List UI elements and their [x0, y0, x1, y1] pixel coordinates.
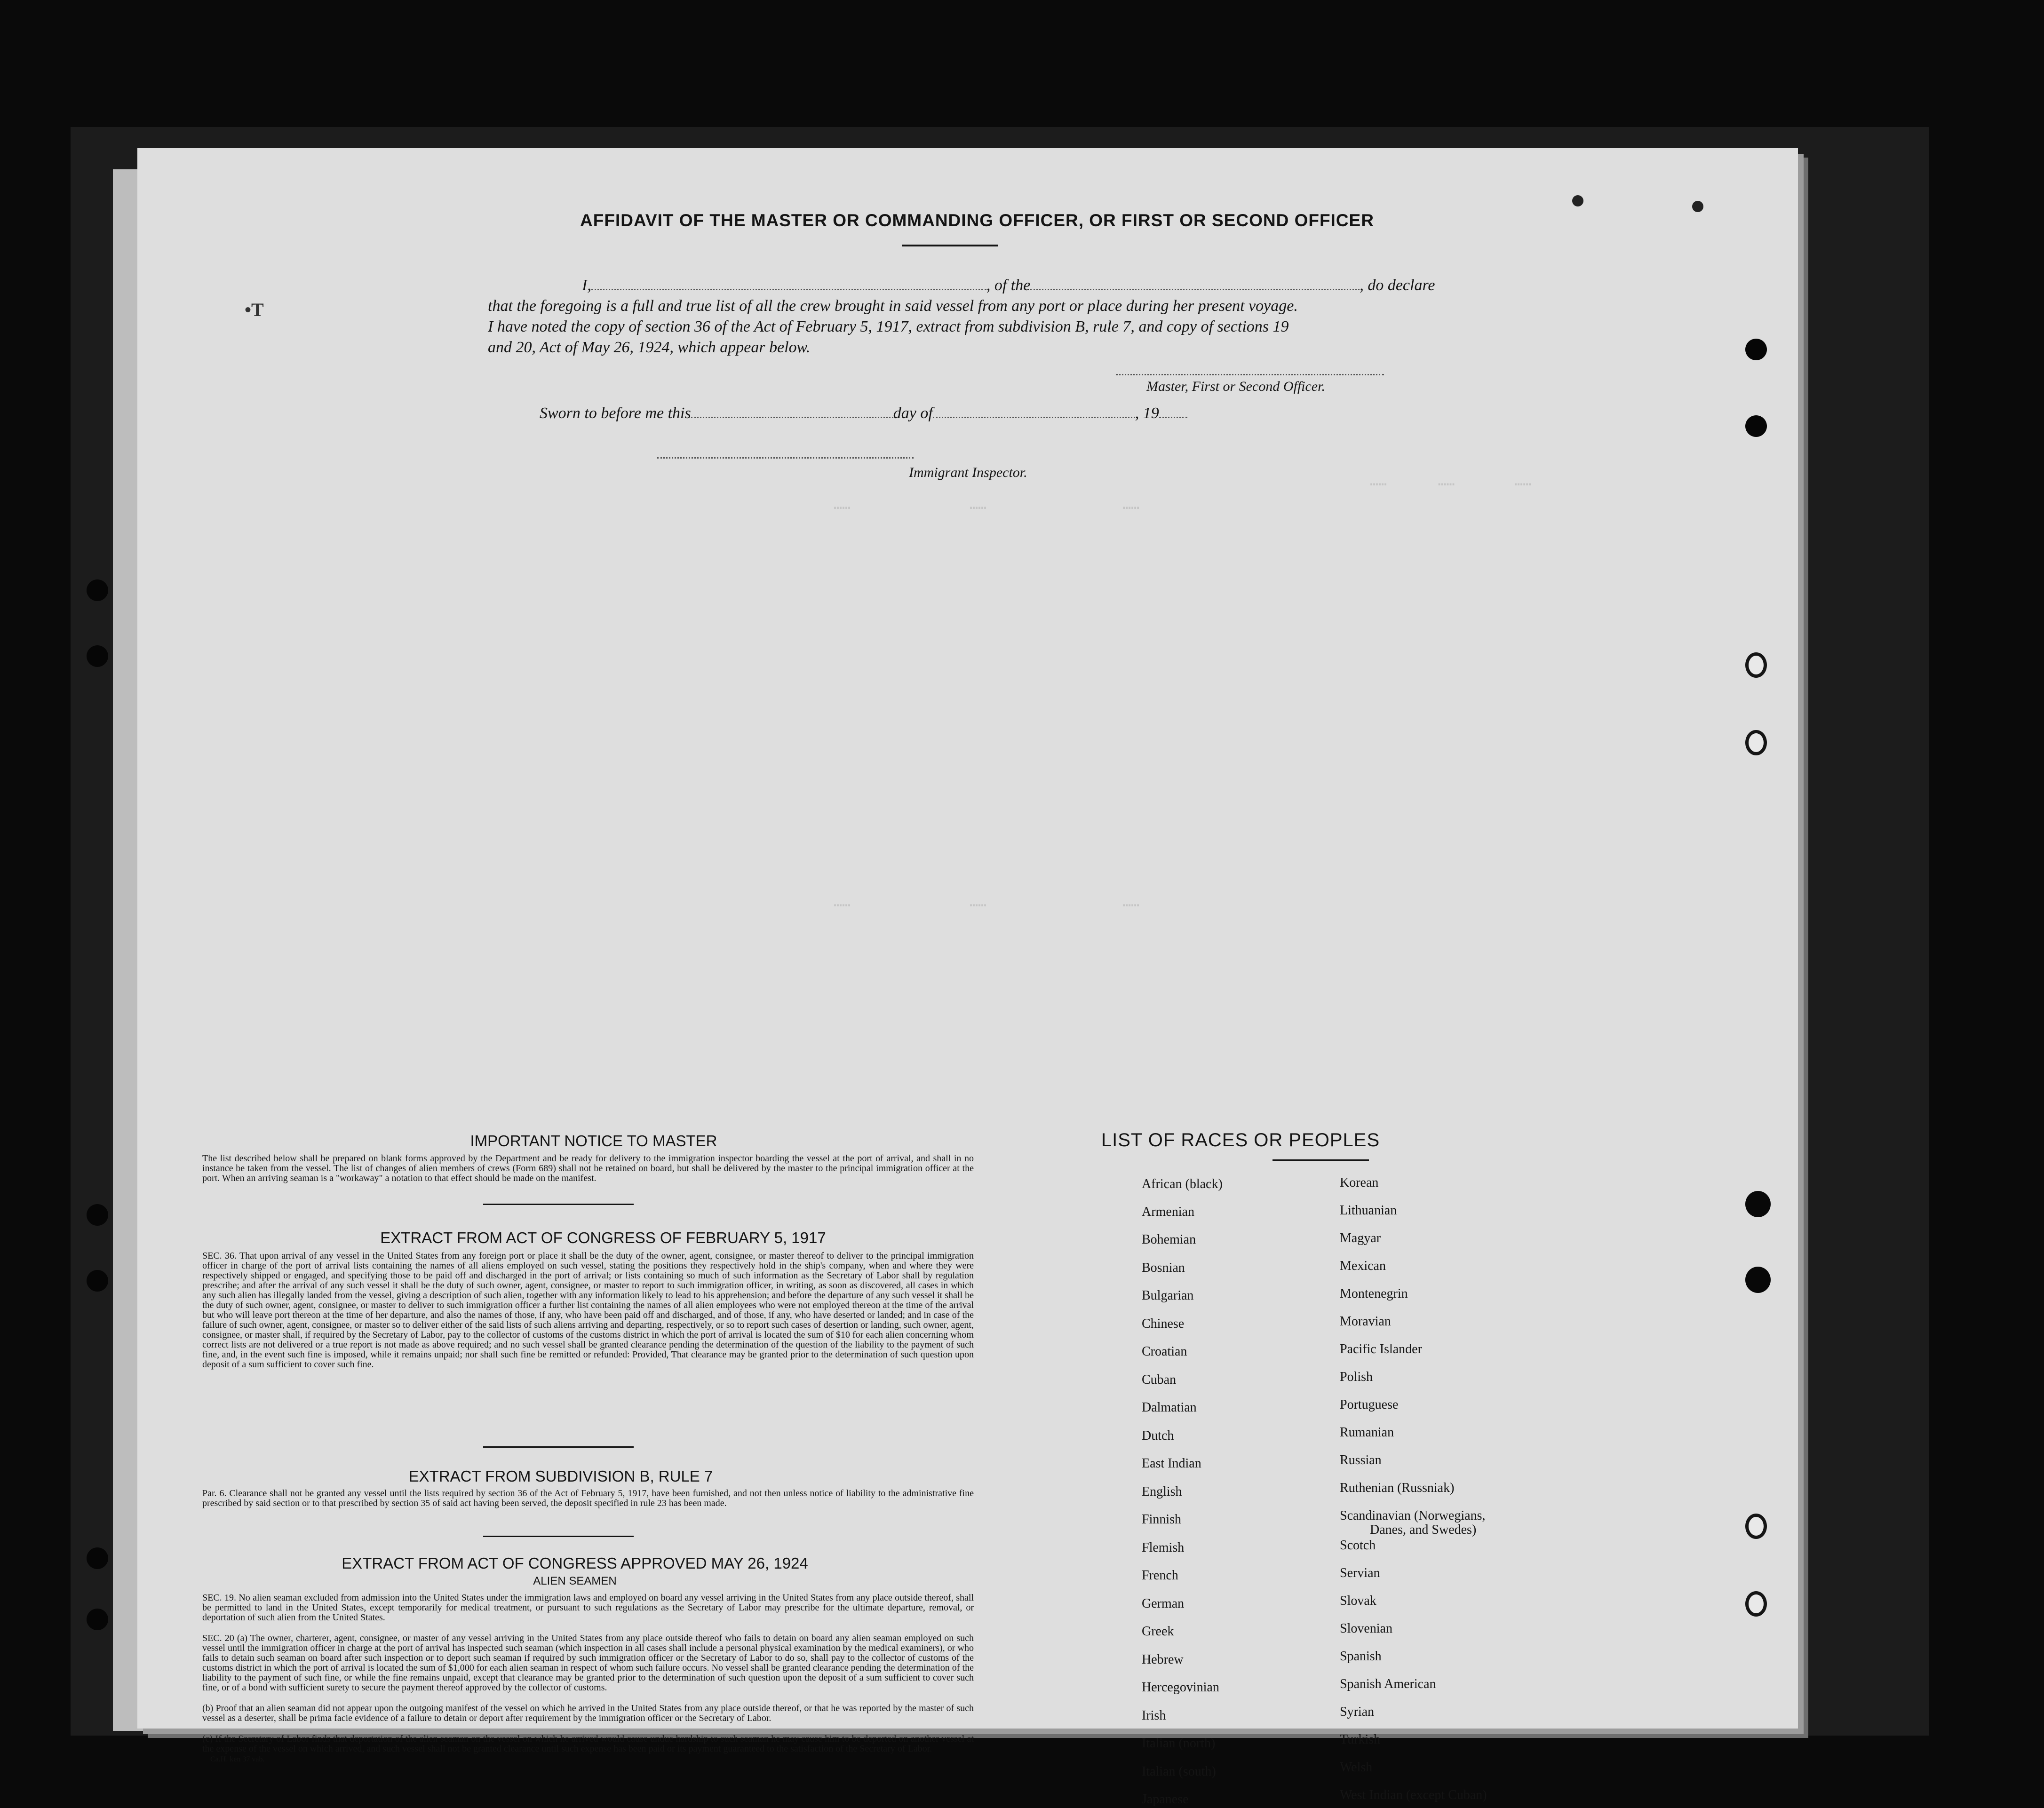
race-right-item: Servian: [1340, 1566, 1380, 1580]
race-left-item: East Indian: [1142, 1456, 1201, 1471]
affidavit-line-2: that the foregoing is a full and true list of all the crew brought in said vessel from any port or place during her present voyage.: [488, 297, 1298, 315]
punch-hole-icon: [1692, 201, 1703, 212]
race-right-item: Lithuanian: [1340, 1203, 1397, 1218]
race-right-item: Russian: [1340, 1453, 1382, 1467]
extract-rule7-divider: [483, 1536, 634, 1537]
rivet-icon: [1745, 1267, 1771, 1293]
race-left-item: Hercegovinian: [1142, 1680, 1219, 1695]
race-right-item: Welsh: [1340, 1760, 1373, 1775]
race-right-item: Slovak: [1340, 1594, 1376, 1608]
name-blank[interactable]: [591, 277, 986, 290]
binder-hole-icon: [87, 1609, 108, 1630]
affidavit-line-1: [535, 277, 1435, 294]
sworn-text: Sworn to before me this: [540, 404, 691, 422]
race-right-item: Ruthenian (Russniak): [1340, 1481, 1455, 1495]
race-right-item: Montenegrin: [1340, 1286, 1408, 1301]
eyelet-icon: [1745, 652, 1767, 678]
race-left-item: Cuban: [1142, 1372, 1177, 1387]
bleed-through-ghost: …… …… ……: [834, 496, 1140, 513]
day-of-text: day of: [893, 404, 933, 422]
race-right-item: Syrian: [1340, 1705, 1375, 1719]
extract-rule7-title: EXTRACT FROM SUBDIVISION B, RULE 7: [408, 1467, 713, 1485]
bleed-through-ghost: …… …… ……: [834, 894, 1140, 910]
race-left-item: African (black): [1142, 1177, 1223, 1191]
race-left-item: Bohemian: [1142, 1232, 1196, 1247]
punch-hole-icon: [1745, 339, 1767, 360]
sworn-year-blank[interactable]: [1159, 404, 1187, 418]
eyelet-icon: [1745, 1514, 1767, 1539]
sworn-month-blank[interactable]: [933, 404, 1135, 418]
inspector-signature-label: Immigrant Inspector.: [909, 465, 1027, 480]
race-left-item: Flemish: [1142, 1540, 1185, 1555]
extract-1917-title: EXTRACT FROM ACT OF CONGRESS OF FEBRUARY 5, 1917: [380, 1229, 826, 1246]
extract-1924-sec19: SEC. 19. No alien seaman excluded from admission into the United States under the immigration laws and employed on board any vessel arriving in the United States from any place outside thereof, shall be permitted to land in the United States, except temporarily for medical treatment, or pursuant to such regulations as the Secretary of Labor may prescribe for the ultimate departure, removal, or deportation of such alien from the United States.: [202, 1593, 974, 1623]
race-right-item: Pacific Islander: [1340, 1342, 1422, 1356]
race-left-item: Italian (south): [1142, 1764, 1216, 1779]
race-right-item: Rumanian: [1340, 1425, 1394, 1440]
race-right-item: Turkish: [1340, 1732, 1381, 1747]
race-left-item: Finnish: [1142, 1512, 1182, 1527]
extract-1924-title: EXTRACT FROM ACT OF CONGRESS APPROVED MAY 26, 1924: [342, 1554, 808, 1572]
race-left-item: Italian (north): [1142, 1736, 1216, 1751]
margin-mark: •T: [245, 299, 264, 320]
eyelet-icon: [1745, 730, 1767, 755]
race-right-item: Danes, and Swedes): [1370, 1523, 1477, 1537]
punch-hole-icon: [1572, 195, 1583, 206]
sworn-day-blank[interactable]: [691, 404, 893, 418]
race-left-item: German: [1142, 1596, 1185, 1611]
master-signature-label: Master, First or Second Officer.: [1146, 379, 1325, 394]
race-right-item: Magyar: [1340, 1231, 1381, 1245]
race-right-item: Scandinavian (Norwegians,: [1340, 1508, 1486, 1523]
race-left-item: Armenian: [1142, 1205, 1194, 1219]
race-right-item: Slovenian: [1340, 1621, 1392, 1636]
extract-rule7-body: Par. 6. Clearance shall not be granted any vessel until the lists required by section 36 of the Act of February 5, 1917, have been furnished, and not then unless notice of liability to the administrative fine prescribed by said section or to that prescribed by section 35 of said act having been served, the deposit specified in rule 23 has been made.: [202, 1488, 974, 1508]
race-right-item: Spanish: [1340, 1649, 1382, 1664]
race-right-item: Polish: [1340, 1370, 1373, 1384]
extract-1917-body: SEC. 36. That upon arrival of any vessel in the United States from any foreign port or place it shall be the duty of the owner, agent, consignee, or master thereof to deliver to the principal immigration officer in charge of the port of arrival lists containing the names of all aliens employed on such vessel, stating the positions they respectively hold in the ship's company, when and where they were respectively shipped or engaged, and specifying those to be paid off and discharged in the port of arrival; or lists containing so much of such information as the Secretary of Labor shall by regulation prescribe; and after the arrival of any such vessel it shall be the duty of such owner, agent, consignee, or master to report to such immigration officer, in writing, as soon as discovered, all cases in which any such alien has illegally landed from the vessel, giving a description of such alien, together with any information likely to lead to his apprehension; and before the departure of any such vessel it shall be the duty of such owner, agent, consignee, or master to deliver to such immigration officer a further list containing the names of all alien employees who were not employed thereon at the time of the arrival but who will leave port thereon at the time of her departure, and also the names of those, if any, who have been paid off and discharged, and of those, if any, who have deserted or landed; and in case of the failure of such owner, agent, consignee, or master so to deliver either of the said lists of such aliens arriving and departing, respectively, or so to report such cases of desertion or landing, such owner, agent, consignee, or master shall, if required by the Secretary of Labor, pay to the collector of customs of the customs district in which the port of arrival is located the sum of $10 for each alien concerning whom correct lists are not delivered or a true report is not made as above required; and no such vessel shall be granted clearance pending the determination of the question of the liability to the payment of such fine, and, in the event such fine is imposed, while it remains unpaid; nor shall such fine be remitted or refunded: Provided, That clearance may be granted prior to the determination of such question upon deposit of a sum sufficient to cover such fine.: [202, 1251, 974, 1370]
inspector-signature-line[interactable]: [657, 457, 914, 459]
sworn-line: [540, 404, 1187, 422]
affidavit-line-3: I have noted the copy of section 36 of the Act of February 5, 1917, extract from subdivision B, rule 7, and copy of sections 19: [488, 318, 1289, 335]
race-left-item: Japanese: [1142, 1792, 1189, 1807]
race-right-item: Mexican: [1340, 1259, 1386, 1273]
manifest-page: [137, 148, 1798, 1807]
race-left-item: French: [1142, 1568, 1178, 1583]
affidavit-title-rule: [902, 245, 998, 246]
race-left-item: Greek: [1142, 1624, 1174, 1639]
eyelet-icon: [1745, 1591, 1767, 1617]
affidavit-declare: , do declare: [1360, 277, 1435, 294]
binder-hole-icon: [87, 1270, 108, 1292]
bleed-through-ghost: …… …… ……: [1370, 473, 1532, 489]
vessel-blank[interactable]: [1030, 277, 1360, 290]
race-right-item: Korean: [1340, 1175, 1379, 1190]
race-left-item: Hebrew: [1142, 1652, 1184, 1667]
year-text: , 19: [1135, 404, 1159, 422]
extract-1924-subtitle: ALIEN SEAMEN: [533, 1575, 617, 1587]
notice-body: The list described below shall be prepared on blank forms approved by the Department and be ready for delivery to the immigration inspector boarding the vessel at the port of arrival, and shall in no instance be taken from the vessel. The list of changes of alien members of crews (Form 689) shall not be retained on board, but shall be delivered by the master to the principal immigration officer at the port. When an arriving seaman is a "workaway" a notation to that effect should be made on the manifest.: [202, 1153, 974, 1183]
race-right-item: Spanish American: [1340, 1677, 1436, 1691]
binder-hole-icon: [87, 1547, 108, 1569]
affidavit-line-4: and 20, Act of May 26, 1924, which appear below.: [488, 339, 811, 356]
race-right-item: West Indian (except Cuban): [1340, 1788, 1487, 1802]
race-left-item: Irish: [1142, 1708, 1166, 1723]
race-left-item: Croatian: [1142, 1344, 1187, 1359]
extract-1917-divider: [483, 1446, 634, 1448]
punch-hole-icon: [1745, 415, 1767, 437]
race-left-item: Chinese: [1142, 1316, 1185, 1331]
race-right-item: Moravian: [1340, 1314, 1391, 1329]
binder-hole-icon: [87, 1204, 108, 1226]
race-left-item: Dutch: [1142, 1428, 1174, 1443]
affidavit-of-the: , of the: [986, 277, 1031, 294]
extract-1924-sec20c: (c) If the Secretary of Labor finds that deportation of the alien seaman on the vessel on which he arrived would cause undue hardship to such seaman he may cause him to be deported on another vessel at the expense of the vessel on which arrived, and such vessel shall not be granted clearance until such expense has been paid or its payment guaranteed to the satisfaction of the Secretary of Labor.: [202, 1734, 974, 1754]
affidavit-i: I,: [582, 277, 591, 294]
binder-hole-icon: [87, 579, 108, 601]
extract-1924-sec20a: SEC. 20 (a) The owner, charterer, agent, consignee, or master of any vessel arriving in the United States from any place outside thereof who fails to detain on board any alien seaman employed on such vessel until the immigration officer in charge at the port of arrival has inspected such seaman (which inspection in all cases shall include a personal physical examination by the medical examiners), or who fails to detain such seaman on board after such inspection or to deport such seaman if required by such immigration officer or the Secretary of Labor to do so, shall pay to the collector of customs of the customs district in which the port of arrival is located the sum of $1,000 for each alien seaman in respect of whom such failure occurs. No vessel shall be granted clearance pending the determination of the liability to the payment of such fine, or while the fine remains unpaid, except that clearance may be granted prior to the determination of such question upon the deposit of a sum sufficient to cover such fine, or of a bond with sufficient surety to secure the payment thereof approved by the collector of customs.: [202, 1633, 974, 1693]
rivet-icon: [1745, 1191, 1771, 1217]
notice-divider: [483, 1204, 634, 1205]
race-left-item: Bosnian: [1142, 1261, 1185, 1275]
notice-title: IMPORTANT NOTICE TO MASTER: [470, 1132, 717, 1150]
affidavit-title: AFFIDAVIT OF THE MASTER OR COMMANDING OFFICER, OR FIRST OR SECOND OFFICER: [580, 211, 1374, 230]
master-signature-line[interactable]: [1116, 374, 1384, 375]
race-right-item: Scotch: [1340, 1538, 1376, 1553]
footer-stamp: Ca.H. ken 37 vab.: [210, 1755, 265, 1763]
race-left-item: Bulgarian: [1142, 1288, 1194, 1303]
race-right-item: Portuguese: [1340, 1397, 1399, 1412]
races-title-rule: [1273, 1159, 1369, 1161]
race-left-item: Dalmatian: [1142, 1400, 1197, 1415]
races-title: LIST OF RACES OR PEOPLES: [1101, 1130, 1380, 1150]
binder-hole-icon: [87, 645, 108, 667]
race-left-item: English: [1142, 1484, 1182, 1499]
extract-1924-sec20b: (b) Proof that an alien seaman did not appear upon the outgoing manifest of the vessel on which he arrived in the United States from any place outside thereof, or that he was reported by the master of such vessel as a deserter, shall be prima facie evidence of a failure to detain or deport after requirement by the immigration officer or the Secretary of Labor.: [202, 1703, 974, 1723]
